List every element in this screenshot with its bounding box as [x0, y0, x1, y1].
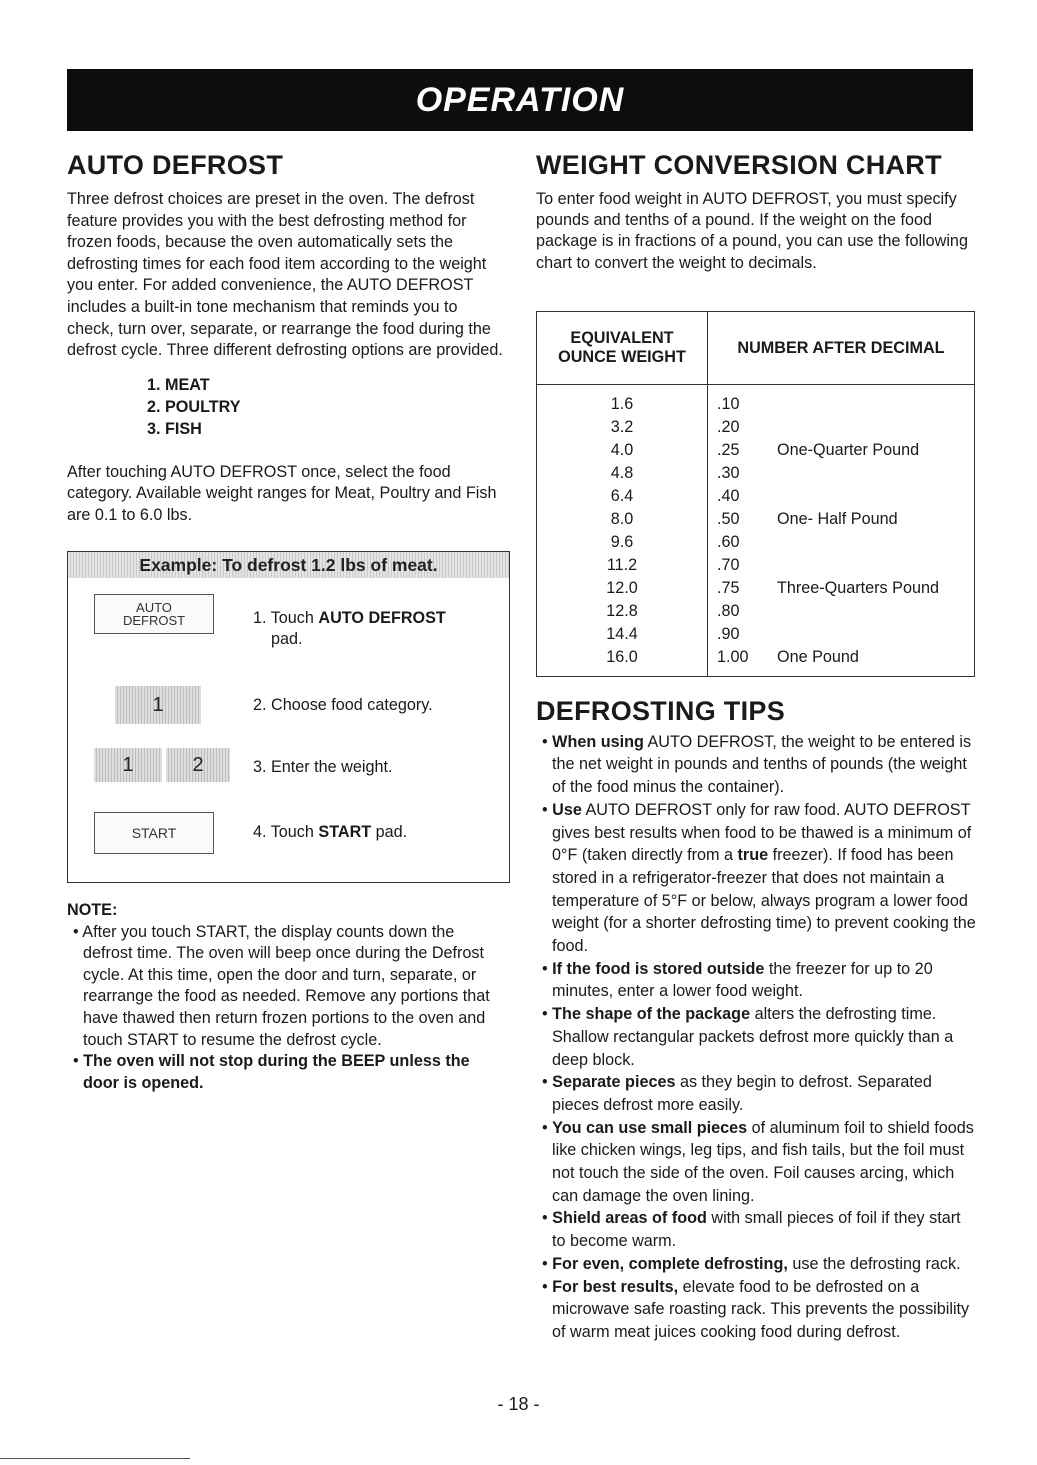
cell-lab: One- Half Pound: [777, 510, 898, 528]
auto-defrost-section: [67, 150, 507, 527]
option-poultry: 2. POULTRY: [147, 397, 241, 416]
start-pad: [94, 812, 214, 854]
tip-bold: When using: [552, 732, 644, 751]
step-1-post: pad.: [271, 630, 303, 648]
tip-item: • When using AUTO DEFROST, the weight to be entered is the net weight in pounds and tenths of pounds (the weight of the food minus the container).: [542, 732, 972, 797]
step-1: [253, 608, 446, 650]
tip-bold: The shape of the package: [552, 1005, 751, 1024]
col-header-ounce: [537, 312, 708, 384]
tip-text: AUTO DEFROST only for raw food. AUTO DEFROST gives best results when food to be thawed is a minimum of 0°F (taken directly from a: [552, 800, 972, 865]
weight-chart-section: [536, 150, 976, 274]
cell-lab: One Pound: [777, 648, 859, 666]
note-item: • After you touch START, the display counts down the defrost time. The oven will beep once during the Defrost cycle. At this time, open the door and turn, separate, or rearrange the food as needed. Remove any portions that have thawed then return frozen portions to the oven and touch START to resume the defrost cycle.: [73, 922, 490, 1049]
table-row: [537, 533, 974, 556]
cell-oz: 9.6: [610, 533, 634, 551]
cell-oz: 1.6: [610, 395, 634, 413]
tip-item: • You can use small pieces of aluminum foil to shield foods like chicken wings, leg tips, and fish tails, but the foil must not touch the side of the oven. Foil causes arcing, which can damage the oven lining.: [542, 1118, 974, 1205]
table-row: [537, 510, 974, 533]
tip-bold: true: [737, 846, 769, 865]
cell-dec: .80: [717, 602, 740, 620]
cell-oz: 12.8: [606, 602, 638, 620]
tip-text: of aluminum foil to shield foods like chicken wings, leg tips, and fish tails, but the foil must not touch the side of the oven. Foil causes arcing, which can damage the oven lining.: [552, 1118, 974, 1205]
table-row: [537, 579, 974, 602]
number-pad-a: [94, 748, 162, 782]
cell-lab: [777, 533, 974, 556]
tip-text: with small pieces of foil if they start to become warm.: [552, 1209, 961, 1251]
table-row: [537, 418, 974, 441]
col-header-decimal: NUMBER AFTER DECIMAL: [737, 338, 945, 357]
section-banner: [67, 69, 973, 131]
tip-text: elevate food to be defrosted on a microwave safe roasting rack. This prevents the possibility of warm meat juices cooking food during defrost.: [552, 1277, 970, 1341]
cell-dec: 1.00: [717, 648, 749, 666]
defrost-options: [147, 374, 507, 440]
example-header: [68, 552, 509, 578]
auto-defrost-intro: Three defrost choices are preset in the oven. The defrost feature provides you with the best defrosting method for frozen foods, because the oven automatically sets the defrosting times for each food item according to the weight you enter. For added convenience, the AUTO DEFROST includes a built-in tone mechanism that reminds you to check, turn over, separate, or rearrange the food during the defrost cycle. Three different defrosting options are provided.: [67, 190, 503, 360]
step-4-post: pad.: [371, 823, 408, 841]
note-section: [67, 900, 507, 1094]
cell-dec: .75: [717, 579, 740, 597]
tip-item: • Separate pieces as they begin to defrost. Separated pieces defrost more easily.: [542, 1073, 932, 1114]
tip-bold: Use: [552, 800, 582, 819]
cell-dec: .40: [717, 487, 740, 505]
footer-rule: [0, 1458, 190, 1459]
tip-text: the freezer for up to 20 minutes, enter a lower food weight.: [552, 959, 933, 1001]
auto-defrost-title: AUTO DEFROST: [67, 150, 284, 180]
table-row: [537, 487, 974, 510]
tip-text: AUTO DEFROST, the weight to be entered is the net weight in pounds and tenths of pounds (the weight of the food minus the container).: [552, 732, 972, 797]
step-2: 2. Choose food category.: [253, 696, 433, 714]
table-row: [537, 441, 974, 464]
auto-defrost-pad-line1: AUTO: [136, 600, 172, 615]
auto-defrost-pad: [94, 594, 214, 634]
weight-chart-title: WEIGHT CONVERSION CHART: [536, 150, 942, 180]
tip-text: freezer). If food has been stored in a refrigerator-freezer that does not maintain a temperature of 5°F or below, always program a lower food weight (for a shorter defrosting time) to prevent cooking the food.: [552, 846, 976, 956]
step-3: 3. Enter the weight.: [253, 758, 393, 776]
table-row: [537, 625, 974, 648]
cell-lab: Three-Quarters Pound: [777, 579, 939, 597]
cell-oz: 11.2: [606, 556, 638, 574]
auto-defrost-pad-line2: DEFROST: [122, 613, 186, 628]
tip-bold: If the food is stored outside: [552, 959, 765, 978]
example-header-text: Example: To defrost 1.2 lbs of meat.: [139, 554, 438, 575]
table-row: [537, 648, 974, 671]
conversion-table: [536, 311, 975, 677]
start-pad-label: START: [131, 824, 177, 841]
auto-defrost-after: After touching AUTO DEFROST once, select the food category. Available weight ranges for Meat, Poultry and Fish are 0.1 to 6.0 lbs.: [67, 462, 497, 524]
note-item-2: The oven will not stop during the BEEP unless the door is opened.: [83, 1052, 470, 1092]
tip-text: alters the defrosting time. Shallow rectangular packets defrost more quickly than a deep block.: [552, 1005, 954, 1069]
note-item: • The oven will not stop during the BEEP unless the door is opened.: [73, 1052, 470, 1092]
tip-item: • Use AUTO DEFROST only for raw food. AUTO DEFROST gives best results when food to be thawed is a minimum of 0°F (taken directly from a true freezer). If food has been stored in a refrigerator-freezer that does not maintain a temperature of 5°F or below, always program a lower food weight (for a shorter defrosting time) to prevent cooking the food.: [542, 800, 976, 956]
tip-item: • The shape of the package alters the defrosting time. Shallow rectangular packets defrost more quickly than a deep block.: [542, 1005, 954, 1069]
cell-dec: .20: [717, 418, 740, 436]
cell-oz: 4.8: [610, 464, 634, 482]
cell-dec: .90: [717, 625, 740, 643]
cell-dec: .50: [717, 510, 740, 528]
tip-bold: For even, complete defrosting,: [552, 1254, 788, 1273]
tip-item: • For best results, elevate food to be defrosted on a microwave safe roasting rack. This prevents the possibility of warm meat juices cooking food during defrost.: [542, 1277, 970, 1341]
option-fish: 3. FISH: [147, 419, 202, 438]
cell-dec: .70: [717, 556, 740, 574]
cell-lab: [777, 464, 974, 487]
table-row: [537, 602, 974, 625]
cell-oz: 4.0: [610, 441, 634, 459]
table-header: [537, 312, 974, 385]
tips-list: [536, 731, 976, 1344]
cell-oz: 14.4: [606, 625, 638, 643]
cell-lab: [777, 395, 974, 418]
cell-lab: [777, 487, 974, 510]
tip-item: • If the food is stored outside the freezer for up to 20 minutes, enter a lower food weight.: [542, 959, 933, 1001]
step-4-text: 4. Touch: [253, 823, 319, 841]
table-row: [537, 556, 974, 579]
table-row: [537, 464, 974, 487]
defrosting-tips-section: [536, 696, 976, 1344]
cell-oz: 6.4: [610, 487, 634, 505]
tip-bold: You can use small pieces: [552, 1118, 748, 1137]
col-header-ounce-line2: OUNCE WEIGHT: [558, 348, 686, 366]
tip-item: • For even, complete defrosting, use the defrosting rack.: [542, 1254, 961, 1273]
number-pad-b-label: 2: [192, 753, 204, 776]
cell-oz: 12.0: [606, 579, 638, 597]
step-4-bold: START: [318, 823, 372, 841]
cell-lab: [777, 556, 974, 579]
cell-lab: [777, 625, 974, 648]
example-box: [67, 551, 510, 883]
step-1-text: 1. Touch: [253, 609, 319, 627]
table-body: [537, 395, 974, 671]
note-label: NOTE:: [67, 901, 118, 919]
cell-lab: [777, 418, 974, 441]
tip-text: use the defrosting rack.: [787, 1254, 961, 1273]
step-1-bold: AUTO DEFROST: [318, 609, 446, 627]
number-pad-b: [166, 748, 230, 782]
tip-item: • Shield areas of food with small pieces of foil if they start to become warm.: [542, 1209, 961, 1251]
col-header-ounce-line1: EQUIVALENT: [570, 329, 674, 347]
page-number: - 18 -: [497, 1394, 540, 1414]
tip-bold: For best results,: [552, 1277, 679, 1296]
weight-chart-intro: To enter food weight in AUTO DEFROST, you must specify pounds and tenths of a pound. If the weight on the food package is in fractions of a pound, you can use the following chart to convert the weight to decimals.: [536, 190, 968, 272]
cell-dec: .25: [717, 441, 740, 459]
cell-lab: One-Quarter Pound: [777, 441, 920, 459]
cell-dec: .60: [717, 533, 740, 551]
number-pad-1: [115, 686, 201, 724]
tip-text: as they begin to defrost. Separated pieces defrost more easily.: [552, 1073, 932, 1114]
option-meat: 1. MEAT: [147, 375, 210, 394]
cell-lab: [777, 602, 974, 625]
defrosting-tips-title: DEFROSTING TIPS: [536, 696, 786, 726]
cell-oz: 3.2: [610, 418, 634, 436]
cell-oz: 16.0: [606, 648, 638, 666]
number-pad-1-label: 1: [152, 693, 164, 716]
cell-oz: 8.0: [610, 510, 634, 528]
tip-bold: Separate pieces: [552, 1073, 676, 1092]
number-pad-a-label: 1: [122, 753, 134, 776]
cell-dec: .10: [717, 395, 740, 413]
tip-bold: Shield areas of food: [552, 1209, 707, 1228]
table-row: [537, 395, 974, 418]
note-item-1: After you touch START, the display counts down the defrost time. The oven will beep once during the Defrost cycle. At this time, open the door and turn, separate, or rearrange the food as needed. Remove any portions that have thawed then return frozen portions to the oven and touch START to resume the defrost cycle.: [82, 922, 490, 1049]
step-4: [253, 822, 407, 843]
cell-dec: .30: [717, 464, 740, 482]
banner-title: OPERATION: [415, 80, 625, 119]
